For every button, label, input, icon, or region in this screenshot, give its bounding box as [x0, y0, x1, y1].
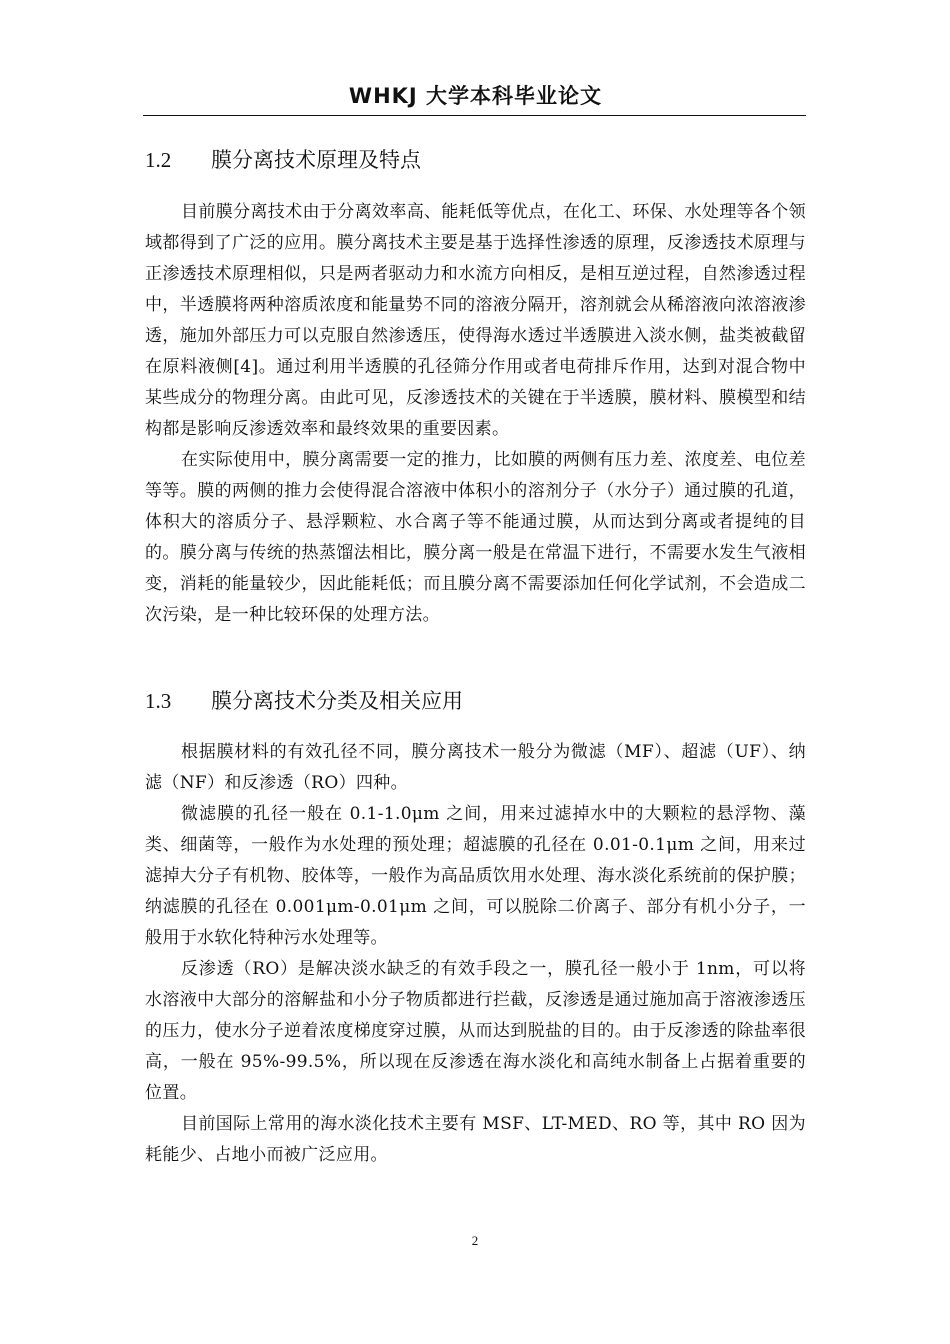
header-rule: [143, 115, 806, 116]
section-1-3-body: [145, 737, 806, 1171]
section-heading-1-3: [145, 687, 806, 715]
paragraph: 目前膜分离技术由于分离效率高、能耗低等优点，在化工、环保、水处理等各个领域都得到了广泛的应用。膜分离技术主要是基于选择性渗透的原理，反渗透技术原理与正渗透技术原理相似，只是两者驱动力和水流方向相反，是相互逆过程，自然渗透过程中，半透膜将两种溶质浓度和能量势不同的溶液分隔开，溶剂就会从稀溶液向浓溶液渗透，施加外部压力可以克服自然渗透压，使得海水透过半透膜进入淡水侧，盐类被截留在原料液侧[4]。通过利用半透膜的孔径筛分作用或者电荷排斥作用，达到对混合物中某些成分的物理分离。由此可见，反渗透技术的关键在于半透膜，膜材料、膜模型和结构都是影响反渗透效率和最终效果的重要因素。: [145, 202, 806, 439]
page-number: 2: [471, 1233, 479, 1248]
section-title: 膜分离技术分类及相关应用: [211, 689, 463, 713]
paragraph: 反渗透（RO）是解决淡水缺乏的有效手段之一，膜孔径一般小于 1nm，可以将水溶液中大部分的溶解盐和小分子物质都进行拦截，反渗透是通过施加高于溶液渗透压的压力，使水分子逆着浓度梯度穿过膜，从而达到脱盐的目的。由于反渗透的除盐率很高，一般在 95%-99.5%，所以现在反渗透在海水淡化和高纯水制备上占据着重要的位置。: [145, 959, 806, 1103]
paragraph: 根据膜材料的有效孔径不同，膜分离技术一般分为微滤（MF）、超滤（UF）、纳滤（NF）和反渗透（RO）四种。: [145, 742, 806, 793]
paragraph: 目前国际上常用的海水淡化技术主要有 MSF、LT-MED、RO 等，其中 RO 因为耗能少、占地小而被广泛应用。: [145, 1114, 806, 1165]
section-title: 膜分离技术原理及特点: [211, 148, 421, 172]
paragraph: 在实际使用中，膜分离需要一定的推力，比如膜的两侧有压力差、浓度差、电位差等等。膜的两侧的推力会使得混合溶液中体积小的溶剂分子（水分子）通过膜的孔道，体积大的溶质分子、悬浮颗粒、水合离子等不能通过膜，从而达到分离或者提纯的目的。膜分离与传统的热蒸馏法相比，膜分离一般是在常温下进行，不需要水发生气液相变，消耗的能量较少，因此能耗低；而且膜分离不需要添加任何化学试剂，不会造成二次污染，是一种比较环保的处理方法。: [145, 450, 806, 625]
running-header: WHKJ 大学本科毕业论文: [348, 84, 603, 108]
section-heading-1-2: [145, 146, 806, 174]
paragraph: 微滤膜的孔径一般在 0.1-1.0μm 之间，用来过滤掉水中的大颗粒的悬浮物、藻类、细菌等，一般作为水处理的预处理；超滤膜的孔径在 0.01-0.1μm 之间，用来过滤掉大分子有机物、胶体等，一般作为高品质饮用水处理、海水淡化系统前的保护膜；纳滤膜的孔径在 0.001μm-0.01μm 之间，可以脱除二价离子、部分有机小分子，一般用于水软化特种污水处理等。: [145, 804, 806, 948]
section-number: 1.2: [145, 148, 172, 172]
section-1-2-body: [145, 197, 806, 631]
section-number: 1.3: [145, 689, 172, 713]
